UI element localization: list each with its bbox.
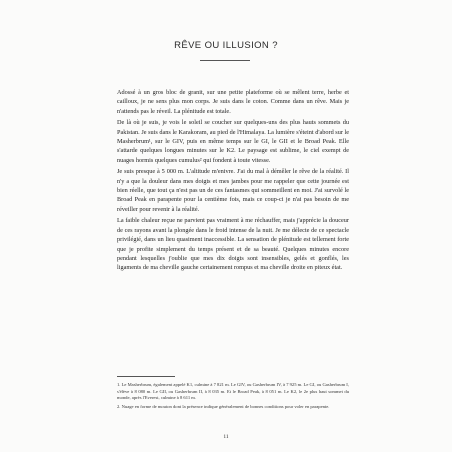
footnote: 1. Le Masherbrum, également appelé K1, culmine à 7 821 m. Le GIV, ou Gasherbrum IV, à 7 925 m. Le GI, ou Gasherbrum I, s'élève à 8 080 m. Le GII, ou Gasherbrum II, à 8 035 m. Et le Broad Peak, à 8 051 m. Le K2, le 2e plus haut sommet du monde, après l'Everest, culmine à 8 611 m. — [117, 382, 349, 401]
paragraph: Adossé à un gros bloc de granit, sur une petite plateforme où se mêlent terre, herbe et cailloux, je ne sens plus mon corps. Je suis dans le coton. Comme dans un rêve. Mais je n'attends pas le réveil. La plénitude est totale. — [117, 89, 349, 115]
paragraph: De là où je suis, je vois le soleil se coucher sur quelques-uns des plus hauts sommets du Pakistan. Je suis dans le Karakoram, au pied de l'Himalaya. La lumière s'éteint d'abord sur le Masherbrum¹, sur le GIV, puis en même temps sur le GI, le GII et le Broad Peak. Elle s'attarde quelques longues minutes sur le K2. Le paysage est sublime, le ciel exempt de nuages hormis quelques cumulus² qui fondent à toute vitesse. — [117, 119, 349, 164]
chapter-title: RÊVE OU ILLUSION ? — [174, 40, 278, 51]
paragraph: Je suis presque à 5 000 m. L'altitude m'enivre. J'ai du mal à démêler le rêve de la réalité. Il n'y a que la douleur dans mes doigts et mes jambes pour me rappeler que cette journée est bien réelle, que tout ça n'est pas un de ces fantasmes qui sommeillent en moi. J'ai survolé le Broad Peak en parapente pour la centième fois, mais ce coup-ci je n'ai pas besoin de me réveiller pour revenir à la réalité. — [117, 168, 349, 213]
paragraph: La faible chaleur reçue ne parvient pas vraiment à me réchauffer, mais j'apprécie la douceur de ces rayons avant la plongée dans le froid intense de la nuit. Je me délecte de ce spectacle privilégié, dans un lieu quasiment inaccessible. La sensation de plénitude est tellement forte que je profite simplement du temps présent et de sa beauté. Quelques minutes encore pendant lesquelles j'oublie que mes dix doigts sont insensibles, gelés et gonflés, les ligaments de ma cheville gauche certainement rompus et ma cheville droite en piteux état. — [117, 217, 349, 272]
footnote: 2. Nuage en forme de mouton dont la présence indique généralement de bonnes conditions pour voler en parapente. — [117, 403, 330, 409]
body-text — [117, 88, 349, 275]
page-number: 11 — [223, 434, 229, 440]
title-divider — [200, 60, 250, 61]
footnotes — [117, 382, 349, 412]
footnote-divider — [117, 376, 175, 377]
